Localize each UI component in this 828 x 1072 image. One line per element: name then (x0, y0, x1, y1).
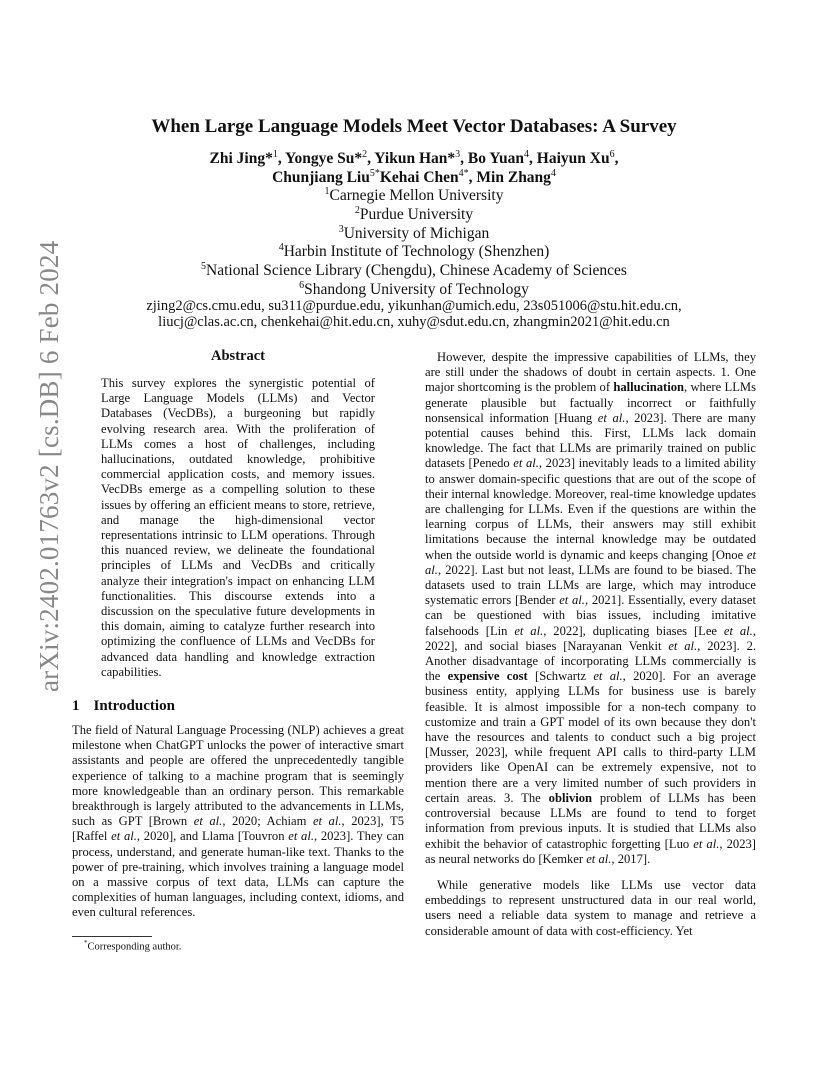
text-run: , 2023], T5 [Raffel (72, 814, 405, 844)
citation-etal: et al. (514, 623, 544, 638)
citation-etal: et al. (425, 547, 756, 577)
author: , Bo Yuan (460, 150, 525, 167)
affiliation: $^2$Purdue University (354, 204, 474, 223)
abstract-body: This survey explores the synergistic potential of Large Language Models (LLMs) and Vector Databases (VecDBs), a burgeoning but rapidly evolving research area. With the proliferation of LLMs comes a host of challenges, including hallucinations, outdated knowledge, prohibitive commercial application costs, and memory issues. VecDBs emerge as a compelling solution to these issues by offering an efficient means to store, retrieve, and manage the high-dimensional vector representations intrinsic to LLM operations. Through this nuanced review, we delineate the foundational principles of LLMs and VecDBs and critically analyze their integration's impact on enhancing LLM functionalities. This discourse extends into a discussion on the speculative future developments in this domain, aiming to catalyze further research into optimizing the confluence of LLMs and VecDBs for advanced data handling and knowledge extraction capabilities. (101, 376, 375, 679)
footnote-text: Corresponding author. (87, 941, 182, 953)
citation-etal: et al. (668, 638, 698, 653)
author-line-1 (0, 149, 828, 168)
text-run: , 2022], duplicating biases [Lee (543, 623, 724, 638)
author: , Min Zhang (468, 169, 551, 186)
bold-term: hallucination (613, 380, 685, 395)
affiliation: $^6$Shandong University of Technology (299, 279, 529, 298)
text-run: , 2023]. There are many potential causes behind this. First, LLMs lack domain knowledge. The fact that LLMs are primarily trained on public datasets [Penedo (425, 410, 757, 471)
introduction-paragraph (72, 723, 404, 921)
affiliation-list (0, 187, 828, 300)
section-title: Introduction (93, 698, 175, 714)
text-run: , where LLMs generate plausible but factually incorrect or faithfully nonsensical information [Huang (425, 380, 756, 425)
text-run: , 2022], and social biases [Narayanan Venkit (425, 623, 756, 653)
author: , Yongye Su* (277, 150, 363, 167)
author-separator: , (614, 150, 619, 167)
footnote (84, 939, 181, 953)
citation-etal: et al. (111, 829, 137, 844)
text-run: , 2021]. Essentially, every dataset can be questioned with bias issues, including imitative falsehoods [Lin (425, 593, 756, 638)
abstract-heading: Abstract (211, 348, 265, 364)
text-run: , 2023] as neural networks do [Kemker (425, 836, 756, 866)
author: Zhi Jing* (209, 150, 273, 167)
author-sup: 4 (524, 149, 530, 160)
paper-title: When Large Language Models Meet Vector Databases: A Survey (151, 116, 677, 137)
citation-etal: et al. (593, 669, 623, 684)
text-run: , 2023]. 2. Another disadvantage of incorporating LLMs commercially is the (425, 638, 757, 684)
affiliation: $^5$National Science Library (Chengdu), Chinese Academy of Sciences (201, 261, 627, 280)
citation-etal: et al. (693, 836, 720, 851)
author-sup: 5* (369, 168, 380, 179)
affiliation: $^3$University of Michigan (338, 223, 490, 242)
section-number: 1 (72, 698, 80, 714)
text-run: , 2022]. Last but not least, LLMs are found to be biased. The datasets used to train LLMs are large, which may introduce systematic errors [Bender (425, 562, 756, 608)
body-paragraph: While generative models like LLMs use vector data embeddings to represent unstructured data in our real world, users need a reliable data system to manage and retrieve a considerable amount of data with cost-efficiency. Yet (425, 877, 756, 938)
citation-etal: et al. (513, 456, 539, 471)
author-sup: 4* (458, 168, 469, 179)
author-list (0, 149, 828, 187)
citation-etal: et al. (193, 814, 223, 829)
text-run: , 2020]. For an average business entity, applying LLMs for business use is barely feasible. It is almost impossible for a non-tech company to customize and train a GPT model of its own because they don't have the resources and talents to conduct such a big project [Musser, 2023], while frequent API calls to third-party LLM providers like OpenAI can be extremely expensive, not to mention there are a very limited number of such providers in certain areas. 3. The (425, 669, 756, 805)
author-line-2 (0, 168, 828, 187)
section-heading (72, 698, 175, 715)
citation-etal: et al. (312, 814, 342, 829)
footnote-mark: * (84, 939, 88, 947)
text-run: [Schwartz (527, 669, 594, 684)
author-sup: 4 (550, 168, 556, 179)
citation-etal: et al. (586, 851, 612, 866)
body-paragraph (425, 350, 756, 867)
author-sup: 3 (455, 149, 461, 160)
email-line: liucj@clas.ac.cn, chenkehai@hit.edu.cn, xuhy@sdut.edu.cn, zhangmin2021@hit.edu.cn (158, 314, 670, 330)
citation-etal: et al. (288, 829, 315, 844)
affiliation: $^4$Harbin Institute of Technology (Shenzhen) (278, 242, 550, 261)
citation-etal: et al. (559, 593, 585, 608)
text-run: , 2023]. They can process, understand, and generate human-like text. Thanks to the power of pre-training, which involves training a language model on a massive corpus of text data, LLMs can capture the complexities of human languages, including context, idioms, and even cultural references. (72, 829, 404, 920)
text-run: , 2020; Achiam (222, 814, 313, 829)
footnote-rule (72, 936, 152, 937)
email-list (0, 298, 828, 330)
author: , Yikun Han* (367, 150, 456, 167)
citation-etal: et al. (597, 410, 626, 425)
text-run: , 2020], and Llama [Touvron (136, 829, 289, 844)
text-run: , 2017]. (611, 851, 651, 866)
affiliation: $^1$Carnegie Mellon University (324, 186, 504, 204)
bold-term: oblivion (548, 790, 593, 805)
citation-etal: et al. (723, 623, 753, 638)
author-sup: 2 (362, 149, 368, 160)
author: Chunjiang Liu (272, 169, 370, 186)
text-run: However, despite the impressive capabilities of LLMs, they are still under the shadows of doubt in certain aspects. 1. One major shortcoming is the problem of (425, 350, 756, 395)
arxiv-side-stamp (12, 240, 64, 692)
bold-term: expensive cost (447, 669, 528, 684)
text-run: , 2023] inevitably leads to a limited ability to answer domain-specific questions that are out of the scope of their internal knowledge. Moreover, real-time knowledge updates are challenging for LLMs. Even if the questions are within the learning corpus of LLMs, their answers may still exhibit limitations because the internal knowledge may be outdated when the outside world is dynamic and keeps changing [Onoe (425, 456, 756, 562)
author-sup: 1 (272, 149, 278, 160)
email-line: zjing2@cs.cmu.edu, su311@purdue.edu, yikunhan@umich.edu, 23s051006@stu.hit.edu.cn, (146, 298, 682, 314)
author: Kehai Chen (379, 169, 459, 186)
author-sup: 6 (609, 149, 615, 160)
author: , Haiyun Xu (529, 150, 610, 167)
text-run: problem of LLMs has been controversial because LLMs are found to tend to forget information from previous inputs. It is studied that LLMs also exhibit the behavior of catastrophic forgetting [Luo (425, 790, 757, 851)
text-run: The field of Natural Language Processing (NLP) achieves a great milestone when ChatGPT unlocks the power of interactive smart assistants and people are offered the unprecedentedly tangible experience of talking to a machine program that is seemingly more knowledgeable than an ordinary person. This remarkable breakthrough is largely attributed to the advancements in LLMs, such as GPT [Brown (72, 723, 404, 829)
arxiv-identifier: arXiv:2402.01763v2 [cs.DB] 6 Feb 2024 (34, 240, 64, 692)
right-column (425, 350, 756, 939)
